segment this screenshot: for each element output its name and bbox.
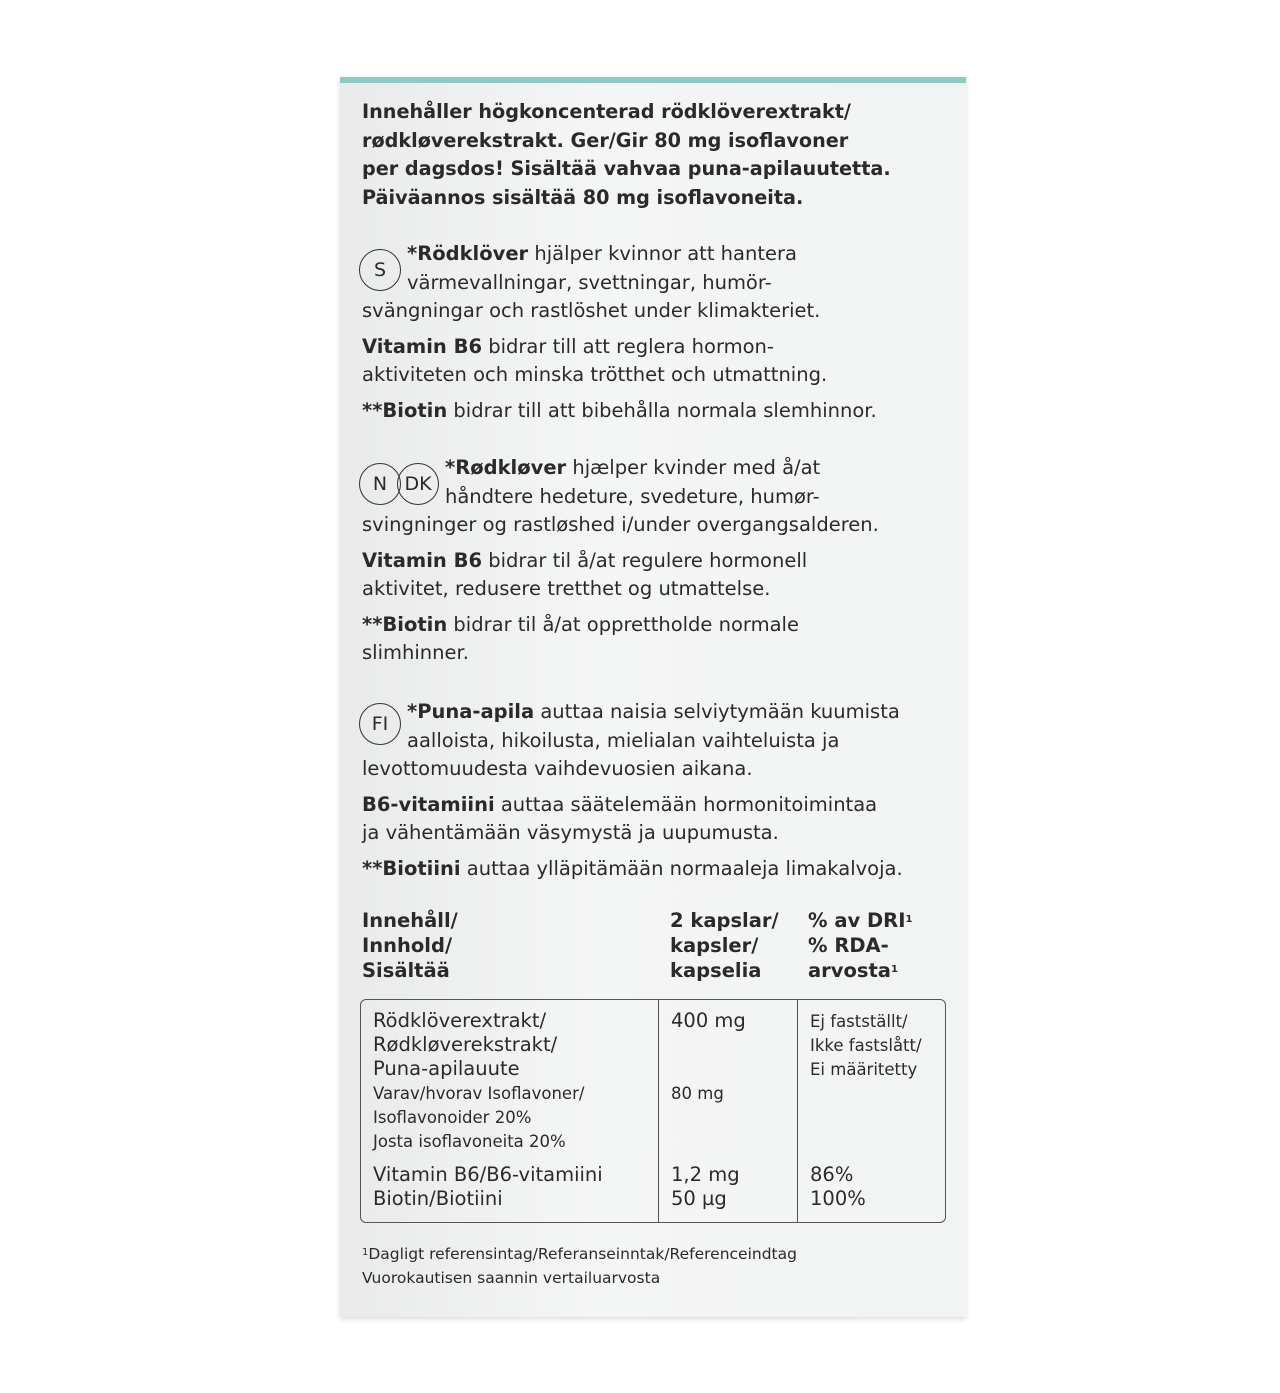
biotin-name: Biotin/Biotiini [373, 1187, 503, 1210]
intro-line: Innehåller högkoncenterad rödklöverextrakt/ [362, 100, 851, 123]
vitamin-b6-heading: Vitamin B6 [362, 548, 483, 572]
footnote-line: Vuorokautisen saannin vertailuarvosta [362, 1269, 661, 1287]
intro-text [362, 98, 952, 212]
finnish-section [362, 698, 962, 890]
footnote [362, 1242, 952, 1290]
cell-line: Josta isoflavoneita 20% [373, 1132, 566, 1151]
cell-line: Ej fastställt/ [810, 1012, 908, 1031]
header-line: 2 kapslar/ [670, 909, 779, 932]
biotin-amount: 50 µg [671, 1187, 727, 1210]
extract-dri [810, 1010, 922, 1082]
cell-line: Puna-apilauute [373, 1057, 520, 1080]
fi-text: aalloista, hikoilusta, mielialan vaihteluista ja [407, 728, 840, 752]
biotin-heading: **Biotin [362, 612, 448, 636]
cell-line: Rødkløverekstrakt/ [373, 1033, 558, 1056]
header-line: arvosta [808, 959, 891, 982]
fi-text: auttaa säätelemään hormonitoimintaa [494, 792, 878, 816]
no-text: aktivitet, redusere tretthet og utmattelse. [362, 577, 771, 600]
isoflavone-name [373, 1082, 584, 1154]
header-line: % av DRI [808, 909, 906, 932]
header-contents [362, 908, 458, 983]
header-line: Innehåll/ [362, 909, 458, 932]
column-divider [797, 1000, 798, 1222]
intro-line: Päiväannos sisältää 80 mg isoflavoneita. [362, 185, 804, 209]
norway-language-badge: N [359, 463, 401, 505]
denmark-language-badge: DK [397, 463, 439, 505]
fi-text: auttaa naisia selviytymään kuumista [534, 700, 900, 723]
vitamin-b6-name: Vitamin B6/B6-vitamiini [373, 1163, 603, 1186]
no-text: slimhinner. [362, 641, 469, 664]
header-dri [808, 908, 912, 983]
finland-language-badge: FI [359, 703, 401, 745]
cell-line: Varav/hvorav Isoflavoner/ [373, 1084, 585, 1103]
vitamin-b6-dri: 86% [810, 1163, 854, 1186]
sv-text: bidrar till att reglera hormon- [482, 334, 774, 358]
sweden-language-badge: S [359, 249, 401, 291]
no-text: hjælper kvinder med å/at [566, 456, 821, 479]
red-clover-heading: *Rødkløver [445, 456, 567, 479]
sv-text: hjälper kvinnor att hantera [528, 242, 797, 265]
cell-line: Isoflavonoider 20% [373, 1108, 532, 1127]
sv-text: värmevallningar, svettningar, humör- [407, 270, 772, 294]
vitamin-b6-heading: B6-vitamiini [362, 792, 495, 816]
intro-line: rødkløverekstrakt. Ger/Gir 80 mg isoflavoner [362, 128, 849, 152]
biotin-dri: 100% [810, 1187, 866, 1210]
sv-text: aktiviteten och minska trötthet och utmattning. [362, 363, 828, 386]
header-dose [670, 908, 779, 983]
red-clover-heading: *Puna-apila [407, 700, 535, 723]
header-line: Innhold/ [362, 934, 453, 957]
vitamin-b6-amount: 1,2 mg [671, 1163, 740, 1186]
fi-text: auttaa ylläpitämään normaaleja limakalvoja. [460, 856, 903, 880]
header-line: kapsler/ [670, 934, 759, 957]
isoflavone-amount: 80 mg [671, 1084, 724, 1103]
norwegian-danish-section [362, 454, 962, 675]
header-line: Sisältää [362, 959, 450, 982]
footnote-marker: 1 [905, 914, 913, 925]
no-text: bidrar til å/at opprettholde normale [447, 612, 799, 636]
footnote-line: Dagligt referensintag/Referanseinntak/Referenceindtag [368, 1245, 797, 1263]
intro-line: per dagsdos! Sisältää vahvaa puna-apilauutetta. [362, 157, 891, 180]
cell-line: Ikke fastslått/ [810, 1036, 922, 1055]
no-text: håndtere hedeture, svedeture, humør- [445, 484, 820, 508]
header-line: % RDA- [808, 934, 889, 957]
sv-text: svängningar och rastlöshet under klimakteriet. [362, 299, 821, 322]
biotin-heading: **Biotin [362, 398, 448, 422]
extract-amount: 400 mg [671, 1009, 746, 1032]
fi-text: ja vähentämään väsymystä ja uupumusta. [362, 821, 779, 844]
swedish-section [362, 240, 962, 432]
nutrition-table [360, 999, 946, 1223]
red-clover-heading: *Rödklöver [407, 242, 529, 265]
fi-text: levottomuudesta vaihdevuosien aikana. [362, 757, 753, 780]
vitamin-b6-heading: Vitamin B6 [362, 334, 483, 358]
footnote-marker: 1 [890, 964, 898, 975]
sv-text: bidrar till att bibehålla normala slemhinnor. [447, 398, 877, 422]
cell-line: Ei määritetty [810, 1060, 918, 1079]
no-text: bidrar til å/at regulere hormonell [482, 548, 808, 572]
header-line: kapselia [670, 959, 762, 982]
biotin-heading: **Biotiini [362, 856, 461, 880]
column-divider [658, 1000, 659, 1222]
extract-name [373, 1009, 557, 1081]
no-text: svingninger og rastløshed i/under overgangsalderen. [362, 513, 879, 536]
footnote-marker: 1 [362, 1247, 369, 1258]
cell-line: Rödklöverextrakt/ [373, 1009, 547, 1032]
